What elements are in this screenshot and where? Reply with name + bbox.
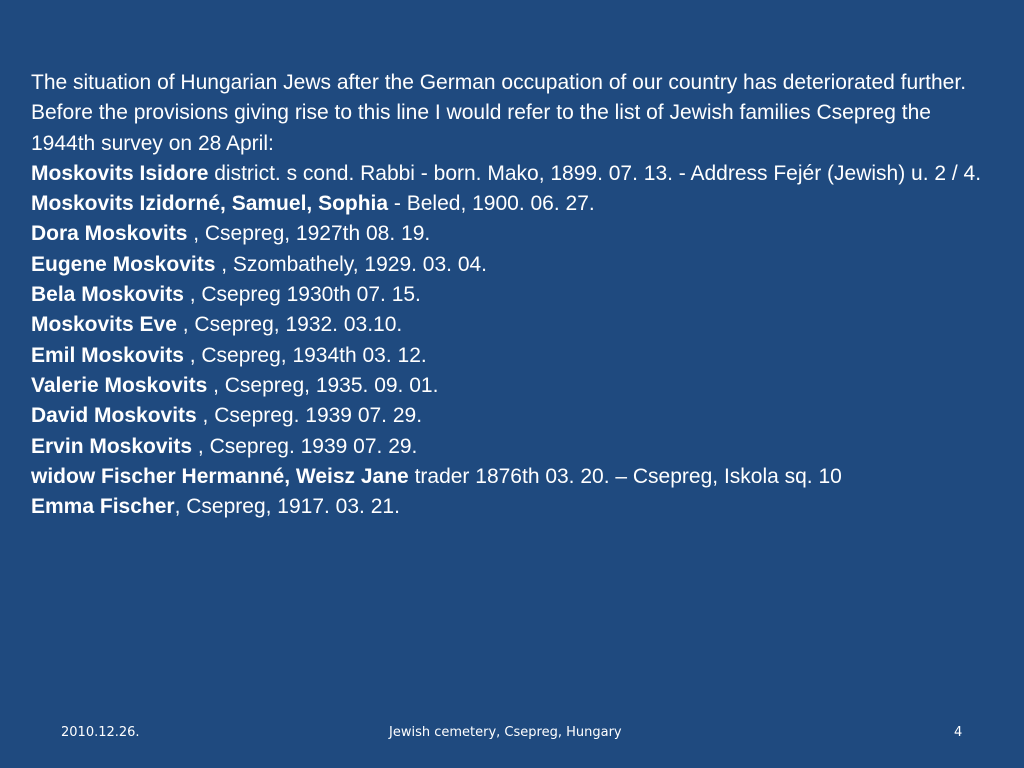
entry-detail: , Csepreg, 1935. 09. 01. bbox=[207, 373, 439, 397]
page-number: 4 bbox=[954, 725, 963, 740]
entry-name: Moskovits Isidore bbox=[31, 161, 209, 185]
list-item bbox=[31, 462, 991, 492]
entry-name: Emma Fischer bbox=[31, 495, 175, 519]
list-item bbox=[31, 189, 991, 219]
entry-name: widow Fischer Hermanné, Weisz Jane bbox=[31, 464, 409, 488]
list-item bbox=[31, 341, 991, 371]
entry-name: Ervin Moskovits bbox=[31, 434, 193, 458]
list-item bbox=[31, 310, 991, 340]
entry-name: Valerie Moskovits bbox=[31, 373, 208, 397]
list-item bbox=[31, 401, 991, 431]
entry-detail: , Csepreg. 1939 07. 29. bbox=[192, 434, 418, 458]
entry-detail: - Beled, 1900. 06. 27. bbox=[388, 192, 595, 216]
entry-detail: trader 1876th 03. 20. – Csepreg, Iskola sq. 10 bbox=[408, 464, 842, 488]
entry-detail: , Csepreg, 1927th 08. 19. bbox=[187, 222, 431, 246]
intro-paragraph: The situation of Hungarian Jews after the German occupation of our country has deteriorated further. Before the provisions giving rise to this line I would refer to the list of Jewish families Csepreg the 1944th survey on 28 April: bbox=[31, 71, 967, 155]
entry-detail: , Csepreg, 1932. 03.10. bbox=[176, 313, 403, 337]
list-item bbox=[31, 219, 991, 249]
footer-date: 2010.12.26. bbox=[61, 725, 140, 740]
entry-name: Moskovits Eve bbox=[31, 313, 177, 337]
entry-name: Dora Moskovits bbox=[31, 222, 188, 246]
entry-name: Emil Moskovits bbox=[31, 343, 184, 367]
entry-name: Bela Moskovits bbox=[31, 283, 184, 307]
entry-detail: , Csepreg, 1917. 03. 21. bbox=[174, 495, 400, 519]
list-item bbox=[31, 159, 991, 189]
entry-name: David Moskovits bbox=[31, 404, 197, 428]
entry-detail: , Csepreg 1930th 07. 15. bbox=[183, 283, 421, 307]
entry-detail: , Szombathely, 1929. 03. 04. bbox=[215, 252, 488, 276]
slide-body bbox=[31, 68, 991, 522]
entry-detail: , Csepreg. 1939 07. 29. bbox=[196, 404, 423, 428]
entry-name: Moskovits Izidorné, Samuel, Sophia bbox=[31, 192, 389, 216]
list-item bbox=[31, 250, 991, 280]
entry-name: Eugene Moskovits bbox=[31, 252, 216, 276]
list-item bbox=[31, 432, 991, 462]
list-item bbox=[31, 492, 991, 522]
entry-detail: district. s cond. Rabbi - born. Mako, 1899. 07. 13. - Address Fejér (Jewish) u. 2 / 4. bbox=[208, 161, 982, 185]
list-item bbox=[31, 280, 991, 310]
entry-detail: , Csepreg, 1934th 03. 12. bbox=[183, 343, 427, 367]
footer-title: Jewish cemetery, Csepreg, Hungary bbox=[389, 725, 622, 740]
list-item bbox=[31, 371, 991, 401]
